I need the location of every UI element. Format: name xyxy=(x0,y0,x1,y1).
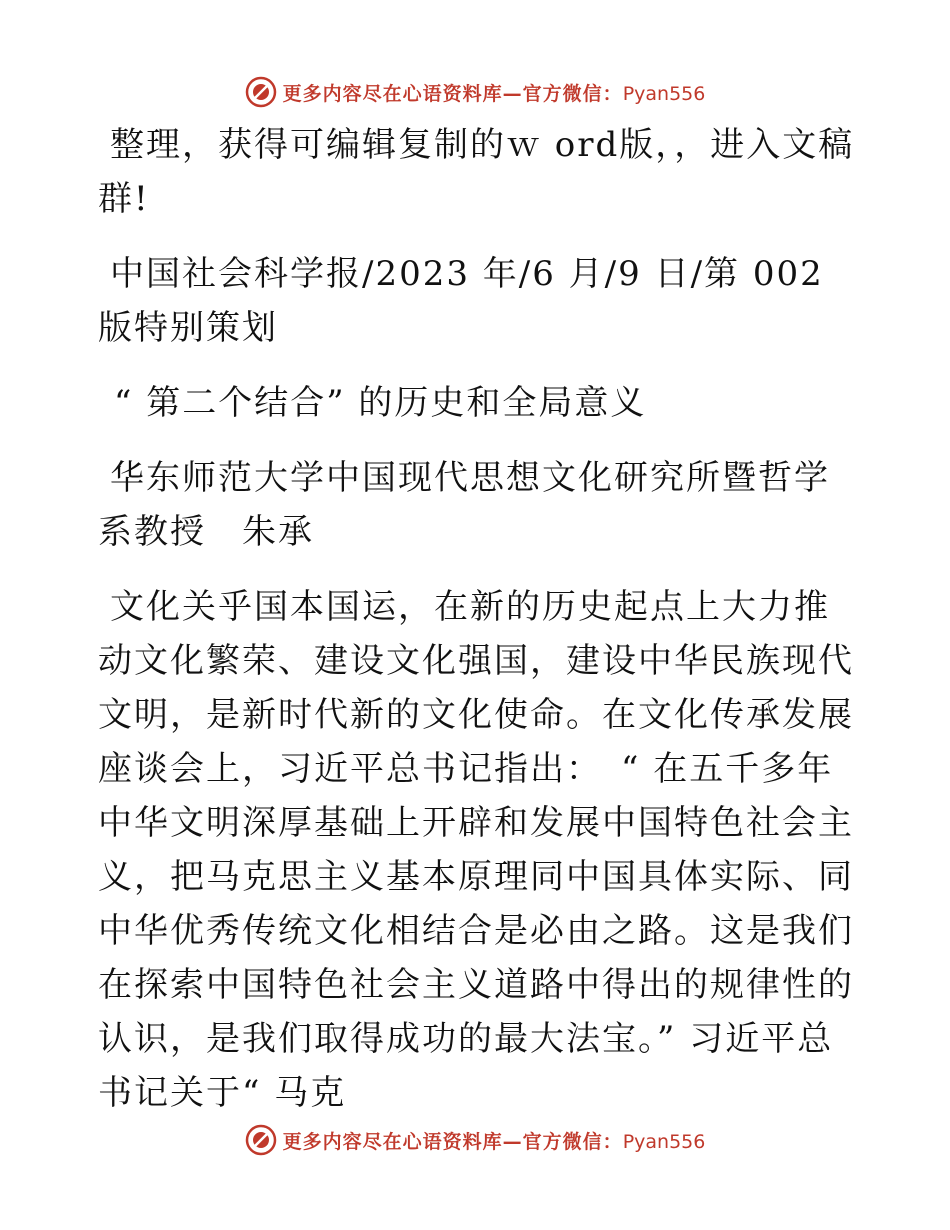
article-title: “ 第二个结合” 的历史和全局意义 xyxy=(114,383,647,423)
source-line: 中国社会科学报/2023 年/6 月/9 日/第 002 版特别策划 xyxy=(98,254,824,348)
watermark-wechat-label: 官方微信： xyxy=(522,1130,623,1153)
body-paragraph: 文化关乎国本国运，在新的历史起点上大力推动文化繁荣、建设文化强国，建设中华民族现代文明，是新时代新的文化使命。在文化传承发展座谈会上，习近平总书记指出： “ 在五千多年中华文明深厚基础上开辟和发展中国特色社会主义，把马克思主义基本原理同中国具体实际、同中华优秀传统文化相结合是必由之路。这是我们在探索中国特色社会主义道路中得出的规律性的认识，是我们取得成功的最大法宝。” 习近平总书记关于“ 马克 xyxy=(98,587,854,1113)
watermark-brand: 更多内容尽在心语资料库 xyxy=(282,1130,503,1153)
watermark-text xyxy=(283,79,706,106)
watermark-wechat-id: Pyan556 xyxy=(622,1130,706,1153)
brand-logo-icon xyxy=(245,1124,277,1156)
watermark-text xyxy=(283,1127,706,1154)
watermark-brand: 更多内容尽在心语资料库 xyxy=(282,82,503,105)
brand-logo-icon xyxy=(245,76,277,108)
footer-watermark xyxy=(0,1120,950,1160)
watermark-separator: — xyxy=(502,82,523,105)
document-body xyxy=(98,118,858,1141)
header-watermark xyxy=(0,72,950,112)
watermark-wechat-id: Pyan556 xyxy=(622,82,706,105)
author-line: 华东师范大学中国现代思想文化研究所暨哲学系教授 朱承 xyxy=(98,458,830,552)
watermark-wechat-label: 官方微信： xyxy=(522,82,623,105)
watermark-separator: — xyxy=(502,1130,523,1153)
intro-note: 整理，获得可编辑复制的ｗ ord版，，进入文稿群! xyxy=(98,125,855,219)
